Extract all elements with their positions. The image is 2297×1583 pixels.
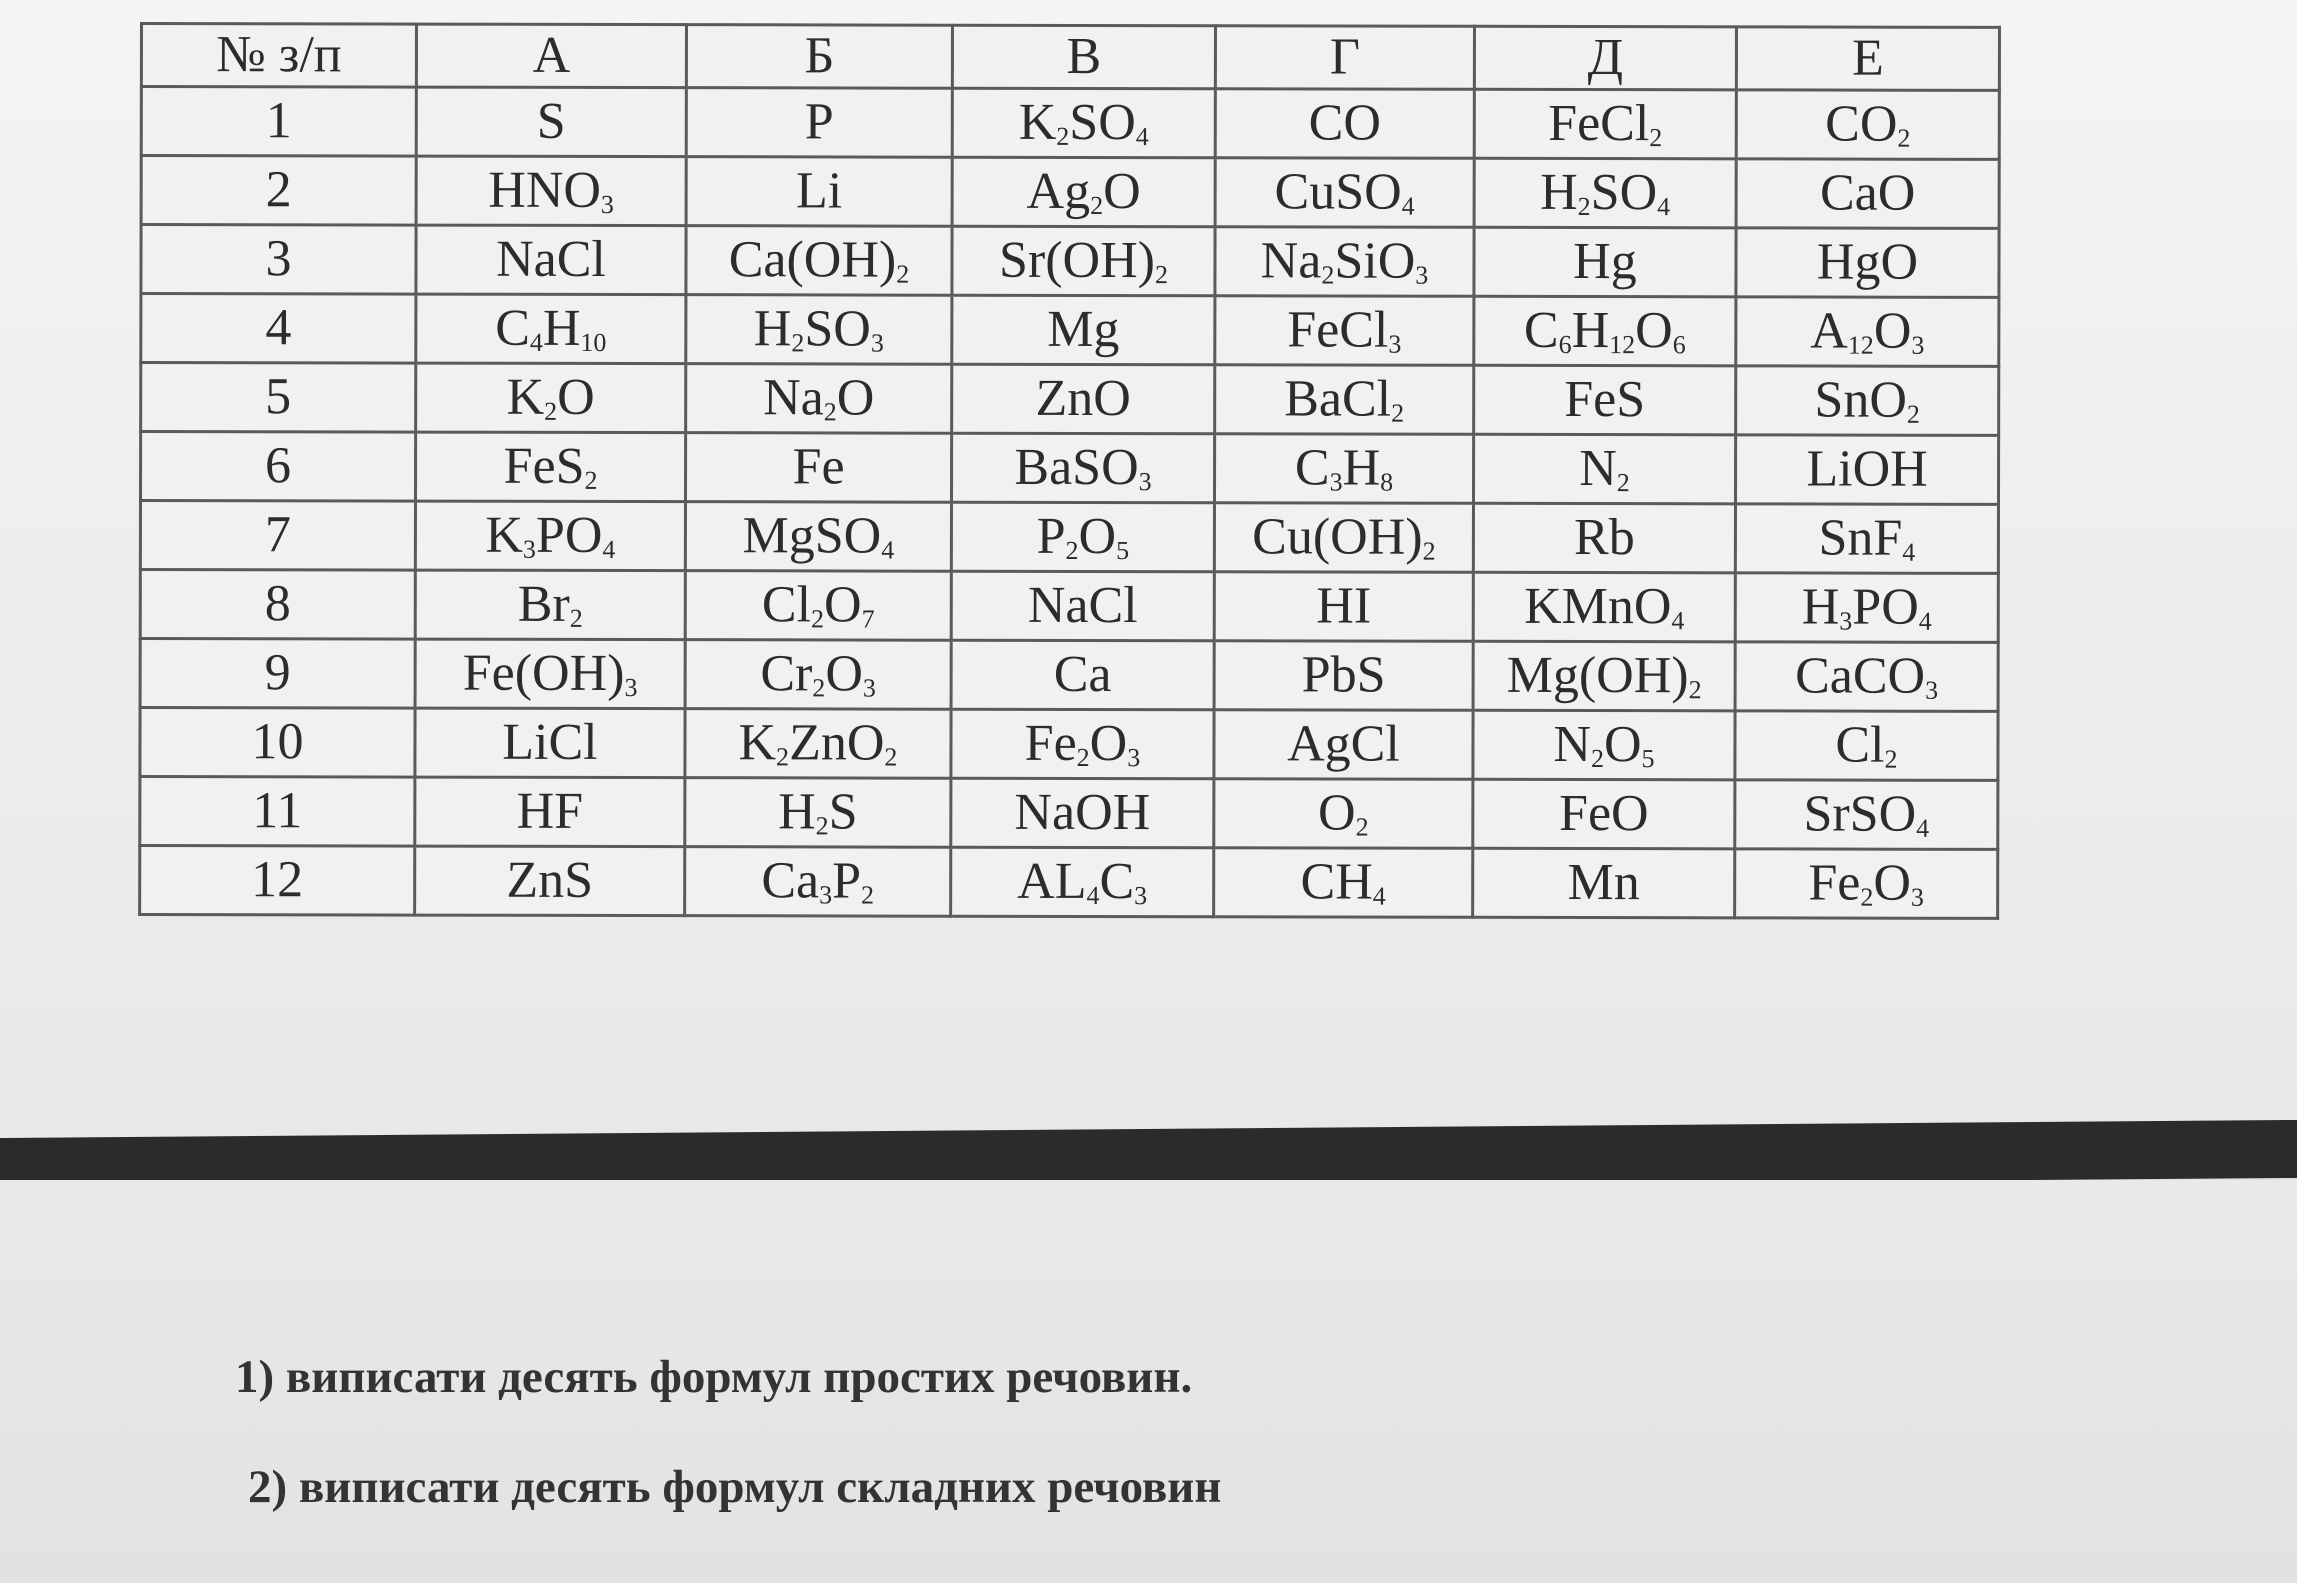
- formula-cell-b: [685, 640, 951, 710]
- formula-subscript: 5: [1641, 744, 1655, 774]
- formula-cell-d: [1473, 848, 1735, 918]
- formula-subscript: 2: [776, 742, 790, 772]
- formula-element: Cl: [1835, 716, 1885, 774]
- formula-element: SnO: [1814, 371, 1908, 429]
- formula-cell-e: [1736, 366, 1999, 436]
- formula-subscript: 10: [580, 327, 607, 357]
- formula-element: Cr: [760, 645, 813, 703]
- formula-cell-v: [952, 226, 1215, 296]
- table-header-row: [141, 24, 1999, 91]
- formula-subscript: 2: [1906, 399, 1920, 429]
- formula-element: H: [1571, 301, 1610, 360]
- table-row: [140, 501, 1998, 574]
- formula-subscript: 7: [861, 604, 875, 634]
- formula-subscript: 2: [1090, 190, 1104, 221]
- formula-element: ZnO: [789, 714, 885, 772]
- formula-cell-d: [1473, 503, 1735, 573]
- formula-cell-b: [685, 778, 951, 848]
- formula-cell-d: [1473, 710, 1735, 780]
- task-instruction-2: 2) виписати десять формул складних речовин: [248, 1461, 1222, 1513]
- formula-cell-a: [415, 639, 685, 709]
- formula-cell-d: [1474, 227, 1736, 297]
- formula-cell-v: [951, 502, 1214, 572]
- formula-element: CO: [1825, 95, 1898, 153]
- formula-element: H: [778, 783, 816, 841]
- formula-cell-v: [952, 88, 1215, 158]
- formula-subscript: 4: [1086, 880, 1100, 911]
- table-row: [140, 639, 1998, 712]
- formula-cell-a: [415, 501, 685, 571]
- formula-subscript: 2: [1065, 535, 1079, 565]
- formula-cell-b: [685, 571, 951, 641]
- formula-element: SO: [1069, 93, 1136, 152]
- formula-subscript: 2: [1154, 260, 1168, 290]
- formula-subscript: 2: [791, 328, 805, 358]
- formula-subscript: 4: [1401, 191, 1415, 221]
- formula-subscript: 3: [862, 673, 876, 703]
- formula-element: O: [1318, 784, 1356, 842]
- formula-cell-g: [1214, 503, 1473, 573]
- formula-subscript: 2: [860, 880, 875, 910]
- formula-subscript: 3: [600, 189, 614, 219]
- formula-cell-b: [685, 847, 951, 917]
- formula-element: FeCl: [1287, 301, 1389, 359]
- formula-element: SrSO: [1803, 785, 1917, 843]
- formula-subscript: 3: [1388, 329, 1402, 359]
- formula-element: Mg(OH): [1506, 646, 1689, 705]
- header-cell-d: Д: [1474, 26, 1736, 90]
- formula-subscript: 4: [1372, 881, 1386, 911]
- formula-element: MgSO: [742, 507, 882, 565]
- formula-subscript: 3: [1911, 330, 1925, 360]
- formula-element: BaSO: [1014, 438, 1139, 497]
- formula-subscript: 2: [1076, 742, 1090, 772]
- table-row: [140, 777, 1998, 850]
- table-row: [141, 225, 1999, 298]
- formula-element: FeCl: [1548, 94, 1650, 153]
- header-cell-number: № з/п: [141, 24, 416, 88]
- formula-element: AgCl: [1287, 715, 1400, 773]
- formula-element: NaCl: [1027, 576, 1138, 635]
- formula-element: K: [485, 506, 524, 564]
- formula-cell-b: [686, 88, 952, 158]
- formula-cell-b: [686, 157, 952, 227]
- formula-subscript: 3: [1134, 881, 1148, 911]
- formula-subscript: 2: [584, 465, 598, 495]
- formula-subscript: 4: [1916, 813, 1930, 843]
- formula-cell-g: [1214, 848, 1473, 918]
- formula-cell-e: [1735, 711, 1998, 781]
- formula-subscript: 2: [569, 603, 583, 633]
- formula-subscript: 4: [529, 327, 543, 357]
- formula-subscript: 3: [819, 880, 833, 910]
- formula-cell-b: [685, 433, 951, 503]
- table-row: [141, 87, 1999, 160]
- formula-cell-d: [1473, 641, 1735, 711]
- formula-cell-g: [1214, 572, 1473, 642]
- formula-cell-g: [1215, 365, 1474, 435]
- formula-element: S: [536, 92, 566, 150]
- formula-element: FeS: [503, 437, 585, 495]
- formula-element: H: [1342, 439, 1381, 497]
- formula-element: Ca: [1053, 645, 1112, 704]
- formula-cell-g: [1215, 158, 1474, 228]
- formula-cell-e: [1736, 159, 1999, 229]
- formula-subscript: 2: [1897, 123, 1911, 153]
- formula-cell-d: [1474, 296, 1736, 366]
- formula-element: O: [836, 369, 875, 427]
- row-number-cell: 12: [140, 846, 415, 916]
- formula-subscript: 2: [1355, 812, 1369, 842]
- formula-subscript: 3: [1839, 606, 1853, 636]
- formula-subscript: 2: [812, 673, 826, 703]
- formula-element: K: [506, 368, 545, 426]
- formula-cell-a: [416, 87, 686, 157]
- formula-element: NaOH: [1014, 783, 1151, 842]
- formula-subscript: 4: [881, 535, 895, 565]
- formula-subscript: 2: [1860, 882, 1874, 912]
- formula-subscript: 3: [1910, 882, 1924, 912]
- formula-cell-d: [1473, 572, 1735, 642]
- formula-subscript: 3: [1925, 675, 1939, 705]
- header-cell-e: Е: [1736, 27, 1999, 91]
- table-row: [140, 846, 1998, 919]
- formula-cell-a: [415, 432, 685, 502]
- formula-element: Ca: [761, 852, 820, 910]
- formula-element: ZnS: [506, 851, 594, 909]
- formula-cell-b: [686, 295, 952, 365]
- formula-subscript: 2: [1422, 536, 1436, 566]
- header-cell-a: А: [416, 24, 686, 88]
- formula-subscript: 6: [1558, 329, 1572, 359]
- formula-cell-a: [415, 708, 685, 778]
- formula-cell-b: [686, 364, 952, 434]
- formula-cell-d: [1474, 158, 1736, 228]
- row-number-cell: 11: [140, 777, 415, 847]
- formula-cell-e: [1735, 849, 1998, 919]
- formula-cell-e: [1736, 297, 1999, 367]
- formula-element: P: [832, 852, 862, 910]
- formula-cell-d: [1474, 365, 1736, 435]
- formula-element: FeO: [1559, 784, 1649, 843]
- formula-element: Li: [795, 162, 843, 220]
- formula-element: Na: [763, 369, 824, 427]
- formula-cell-v: [951, 433, 1214, 503]
- row-number-cell: 6: [140, 432, 415, 502]
- formula-cell-e: [1735, 573, 1998, 643]
- formula-cell-a: [416, 156, 686, 226]
- table-body: [140, 87, 2000, 919]
- formula-element: S: [828, 783, 858, 841]
- formula-cell-v: [951, 778, 1214, 848]
- chemistry-formulas-table: [138, 22, 2001, 920]
- formula-subscript: 3: [1138, 467, 1152, 497]
- formula-subscript: 6: [1672, 330, 1686, 360]
- formula-subscript: 2: [896, 259, 910, 289]
- formula-cell-v: [952, 364, 1215, 434]
- formula-subscript: 12: [1847, 330, 1874, 360]
- header-cell-g: Г: [1215, 26, 1474, 90]
- formula-cell-a: [416, 225, 686, 295]
- table-row: [140, 432, 1998, 505]
- formula-subscript: 2: [1056, 121, 1070, 151]
- formula-subscript: 2: [815, 811, 829, 841]
- formula-cell-a: [415, 570, 685, 640]
- formula-subscript: 2: [1884, 744, 1898, 774]
- formula-element: HNO: [488, 161, 602, 219]
- formula-element: O: [1635, 302, 1673, 360]
- formula-subscript: 3: [522, 534, 536, 564]
- formula-element: Sr(OH): [998, 231, 1156, 290]
- formula-element: SnF: [1818, 509, 1903, 567]
- formula-element: Mn: [1567, 853, 1640, 912]
- formula-element: PO: [535, 506, 603, 564]
- formula-element: Hg: [1573, 233, 1637, 291]
- formula-element: H: [1540, 163, 1578, 222]
- formula-element: PbS: [1301, 646, 1386, 704]
- formula-subscript: 3: [1329, 467, 1343, 497]
- formula-element: Rb: [1574, 509, 1635, 567]
- formula-cell-e: [1735, 642, 1998, 712]
- chemistry-table-container: [138, 22, 1998, 920]
- header-cell-v: В: [952, 25, 1215, 89]
- formula-subscript: 3: [870, 328, 884, 358]
- formula-element: C: [1099, 853, 1135, 911]
- formula-subscript: 2: [1590, 744, 1604, 774]
- formula-element: Fe: [1808, 854, 1861, 912]
- formula-subscript: 4: [1657, 192, 1671, 222]
- formula-element: Mg: [1047, 300, 1120, 359]
- row-number-cell: 5: [141, 363, 416, 433]
- table-row: [141, 294, 1999, 367]
- formula-element: LiCl: [502, 713, 598, 771]
- formula-cell-a: [415, 777, 685, 847]
- formula-cell-e: [1736, 228, 1999, 298]
- formula-element: AL: [1017, 852, 1087, 910]
- formula-element: BaCl: [1284, 370, 1392, 428]
- formula-element: Ca(OH): [728, 231, 897, 289]
- formula-cell-v: [952, 295, 1215, 365]
- formula-cell-d: [1473, 434, 1735, 504]
- formula-subscript: 2: [811, 604, 825, 634]
- formula-cell-e: [1736, 90, 1999, 160]
- formula-element: C: [495, 299, 530, 357]
- formula-cell-b: [685, 502, 951, 572]
- formula-subscript: 2: [1649, 123, 1663, 153]
- formula-cell-g: [1214, 434, 1473, 504]
- formula-subscript: 3: [1127, 743, 1141, 773]
- formula-element: O: [1103, 163, 1141, 221]
- formula-cell-b: [685, 709, 951, 779]
- row-number-cell: 8: [140, 570, 415, 640]
- formula-element: O: [1078, 507, 1117, 566]
- formula-element: Fe: [792, 438, 845, 496]
- formula-element: NaCl: [496, 230, 606, 288]
- formula-element: O: [824, 576, 862, 634]
- formula-element: K: [1018, 93, 1057, 151]
- formula-element: ZnO: [1035, 369, 1131, 428]
- formula-element: Cl: [761, 576, 812, 634]
- formula-element: N: [1553, 715, 1592, 774]
- formula-element: A: [1810, 302, 1848, 360]
- formula-cell-g: [1214, 710, 1473, 780]
- formula-element: O: [1873, 854, 1912, 912]
- formula-element: C: [1294, 439, 1330, 497]
- formula-cell-v: [951, 847, 1214, 917]
- formula-element: HF: [516, 782, 584, 840]
- formula-subscript: 2: [1616, 468, 1630, 498]
- formula-cell-v: [952, 157, 1215, 227]
- row-number-cell: 2: [141, 156, 416, 226]
- header-cell-b: Б: [686, 25, 952, 89]
- formula-subscript: 2: [1391, 398, 1405, 428]
- formula-element: CaCO: [1795, 647, 1926, 705]
- formula-subscript: 5: [1116, 536, 1130, 566]
- formula-element: SO: [1590, 164, 1658, 222]
- formula-subscript: 12: [1609, 330, 1636, 360]
- row-number-cell: 4: [141, 294, 416, 364]
- formula-subscript: 2: [1688, 675, 1702, 705]
- formula-element: CuSO: [1274, 163, 1402, 221]
- formula-subscript: 4: [1671, 606, 1685, 636]
- formula-subscript: 4: [1902, 537, 1916, 567]
- formula-cell-v: [951, 709, 1214, 779]
- row-number-cell: 1: [141, 87, 416, 157]
- row-number-cell: 3: [141, 225, 416, 295]
- formula-cell-a: [415, 846, 685, 916]
- formula-cell-b: [686, 226, 952, 296]
- formula-element: N: [1579, 440, 1617, 498]
- formula-element: CH: [1300, 853, 1373, 911]
- formula-element: CO: [1308, 94, 1381, 152]
- table-row: [140, 708, 1998, 781]
- formula-cell-d: [1474, 89, 1736, 159]
- formula-cell-e: [1735, 435, 1998, 505]
- formula-cell-e: [1735, 780, 1998, 850]
- formula-subscript: 2: [1577, 192, 1591, 222]
- formula-element: P: [1036, 507, 1066, 565]
- formula-element: K: [738, 714, 777, 772]
- formula-cell-g: [1214, 779, 1473, 849]
- formula-cell-a: [416, 294, 686, 364]
- formula-element: Fe(OH): [462, 644, 625, 703]
- formula-subscript: 2: [823, 397, 837, 427]
- formula-subscript: 4: [1918, 606, 1932, 636]
- formula-subscript: 2: [544, 396, 558, 426]
- table-row: [141, 156, 1999, 229]
- formula-subscript: 4: [602, 534, 616, 564]
- formula-element: SiO: [1334, 232, 1416, 290]
- formula-element: SO: [804, 300, 871, 358]
- row-number-cell: 9: [140, 639, 415, 709]
- formula-element: H: [753, 300, 792, 358]
- formula-element: O: [825, 645, 863, 703]
- formula-element: CaO: [1819, 164, 1916, 222]
- formula-element: Cu(OH): [1252, 508, 1423, 566]
- formula-element: O: [1873, 302, 1912, 360]
- formula-element: PO: [1852, 578, 1919, 636]
- formula-element: LiOH: [1806, 440, 1928, 498]
- formula-subscript: 2: [1321, 260, 1335, 290]
- formula-element: Fe: [1024, 714, 1077, 772]
- formula-element: Br: [517, 575, 570, 633]
- formula-element: Ag: [1026, 162, 1091, 220]
- formula-cell-a: [416, 363, 686, 433]
- formula-cell-v: [951, 571, 1214, 641]
- formula-element: O: [1089, 714, 1128, 773]
- formula-element: KMnO: [1524, 577, 1672, 636]
- formula-cell-e: [1735, 504, 1998, 574]
- formula-element: HgO: [1816, 233, 1919, 291]
- formula-subscript: 8: [1380, 467, 1394, 497]
- formula-element: Na: [1260, 232, 1322, 290]
- row-number-cell: 7: [140, 501, 415, 571]
- formula-element: H: [1801, 578, 1840, 636]
- row-number-cell: 10: [140, 708, 415, 778]
- formula-element: FeS: [1564, 370, 1646, 429]
- formula-subscript: 3: [624, 673, 638, 703]
- formula-cell-g: [1214, 641, 1473, 711]
- table-row: [140, 570, 1998, 643]
- formula-cell-g: [1215, 296, 1474, 366]
- formula-cell-d: [1473, 779, 1735, 849]
- formula-element: O: [557, 368, 595, 426]
- formula-element: O: [1603, 716, 1642, 774]
- formula-element: H: [542, 299, 581, 357]
- formula-cell-v: [951, 640, 1214, 710]
- formula-subscript: 4: [1135, 122, 1149, 152]
- task-instruction-1: 1) виписати десять формул простих речовин.: [235, 1351, 1193, 1403]
- table-row: [141, 363, 1999, 436]
- formula-cell-g: [1215, 227, 1474, 297]
- formula-cell-g: [1215, 89, 1474, 159]
- formula-element: P: [804, 93, 834, 151]
- formula-subscript: 3: [1415, 260, 1429, 290]
- formula-element: C: [1523, 301, 1559, 359]
- formula-element: HI: [1316, 577, 1372, 635]
- formula-subscript: 2: [884, 742, 898, 772]
